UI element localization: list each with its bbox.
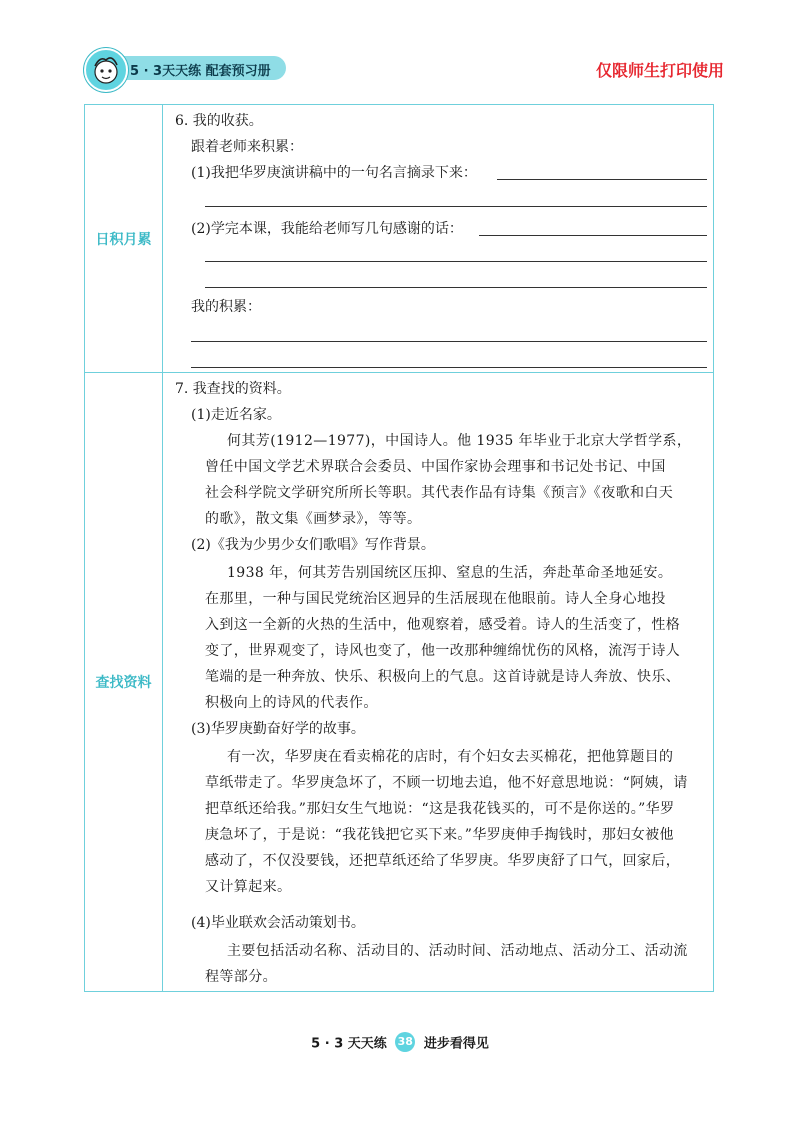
worksheet-table (84, 104, 714, 992)
paragraph-line: 又计算起来。 (205, 879, 292, 895)
mascot-face-icon (86, 50, 126, 90)
footer-brand: 5 · 3 天天练 (311, 1036, 387, 1052)
page-footer (0, 1032, 800, 1052)
paragraph-line: 变了，世界观变了，诗风也变了，他一改那种缠绵忧伤的风格，流泻于诗人 (205, 643, 681, 659)
page-header (0, 0, 800, 90)
answer-line[interactable] (205, 206, 707, 207)
section-daily-accumulation (85, 105, 713, 373)
print-notice: 仅限师生打印使用 (595, 61, 724, 80)
paragraph-line: 草纸带走了。华罗庚急坏了，不顾一切地去追，他不好意思地说：“阿姨，请 (205, 775, 688, 791)
book-title: 5 · 3天天练 配套预习册 (130, 64, 271, 79)
paragraph-line: 把草纸还给我。”那妇女生气地说：“这是我花钱买的，可不是你送的。”华罗 (205, 801, 675, 817)
question-7-title: 7. 我查找的资料。 (175, 381, 291, 397)
answer-line[interactable] (479, 235, 707, 236)
item-1-prompt: (1)我把华罗庚演讲稿中的一句名言摘录下来： (191, 165, 477, 181)
item-2-prompt: (2)学完本课，我能给老师写几句感谢的话： (191, 221, 463, 237)
answer-line[interactable] (497, 179, 707, 180)
paragraph-line: 1938 年，何其芳告别国统区压抑、窒息的生活，奔赴革命圣地延安。 (227, 565, 673, 581)
paragraph-line: 笔端的是一种奔放、快乐、积极向上的气息。这首诗就是诗人奔放、快乐、 (205, 669, 681, 685)
section-label-cell (85, 373, 163, 991)
footer-slogan: 进步看得见 (423, 1036, 489, 1052)
page-number: 38 (395, 1032, 415, 1052)
subsection-1-title: (1)走近名家。 (191, 407, 281, 423)
paragraph-line: 积极向上的诗风的代表作。 (205, 695, 378, 711)
answer-line[interactable] (205, 261, 707, 262)
section-label-cell (85, 105, 163, 372)
paragraph-line: 入到这一全新的火热的生活中，他观察着，感受着。诗人的生活变了，性格 (205, 617, 681, 633)
paragraph-line: 社会科学院文学研究所所长等职。其代表作品有诗集《预言》《夜歌和白天 (205, 485, 674, 501)
my-accumulation-label: 我的积累： (191, 299, 261, 315)
paragraph-line: 程等部分。 (205, 969, 277, 985)
answer-line[interactable] (205, 287, 707, 288)
section-research (85, 373, 713, 991)
accumulate-intro: 跟着老师来积累： (191, 139, 303, 155)
subsection-3-title: (3)华罗庚勤奋好学的故事。 (191, 721, 365, 737)
answer-line[interactable] (191, 367, 707, 368)
paragraph-line: 有一次，华罗庚在看卖棉花的店时，有个妇女去买棉花，把他算题目的 (227, 749, 674, 765)
paragraph-line: 主要包括活动名称、活动目的、活动时间、活动地点、活动分工、活动流 (227, 943, 688, 959)
subsection-2-title: (2)《我为少男少女们歌唱》写作背景。 (191, 537, 435, 553)
paragraph-line: 曾任中国文学艺术界联合会委员、中国作家协会理事和书记处书记、中国 (205, 459, 666, 475)
paragraph-line: 庚急坏了，于是说：“我花钱把它买下来。”华罗庚伸手掏钱时，那妇女被他 (205, 827, 674, 843)
question-6-title: 6. 我的收获。 (175, 113, 263, 129)
section-label: 查找资料 (95, 675, 152, 691)
paragraph-line: 感动了，不仅没要钱，还把草纸还给了华罗庚。华罗庚舒了口气，回家后， (205, 853, 681, 869)
subsection-4-title: (4)毕业联欢会活动策划书。 (191, 915, 365, 931)
answer-line[interactable] (191, 341, 707, 342)
paragraph-line: 在那里，一种与国民党统治区迥异的生活展现在他眼前。诗人全身心地投 (205, 591, 666, 607)
paragraph-line: 何其芳(1912—1977)，中国诗人。他 1935 年毕业于北京大学哲学系， (227, 433, 692, 449)
mascot-icon (84, 48, 128, 92)
section-label: 日积月累 (95, 231, 152, 248)
paragraph-line: 的歌》，散文集《画梦录》，等等。 (205, 511, 422, 527)
